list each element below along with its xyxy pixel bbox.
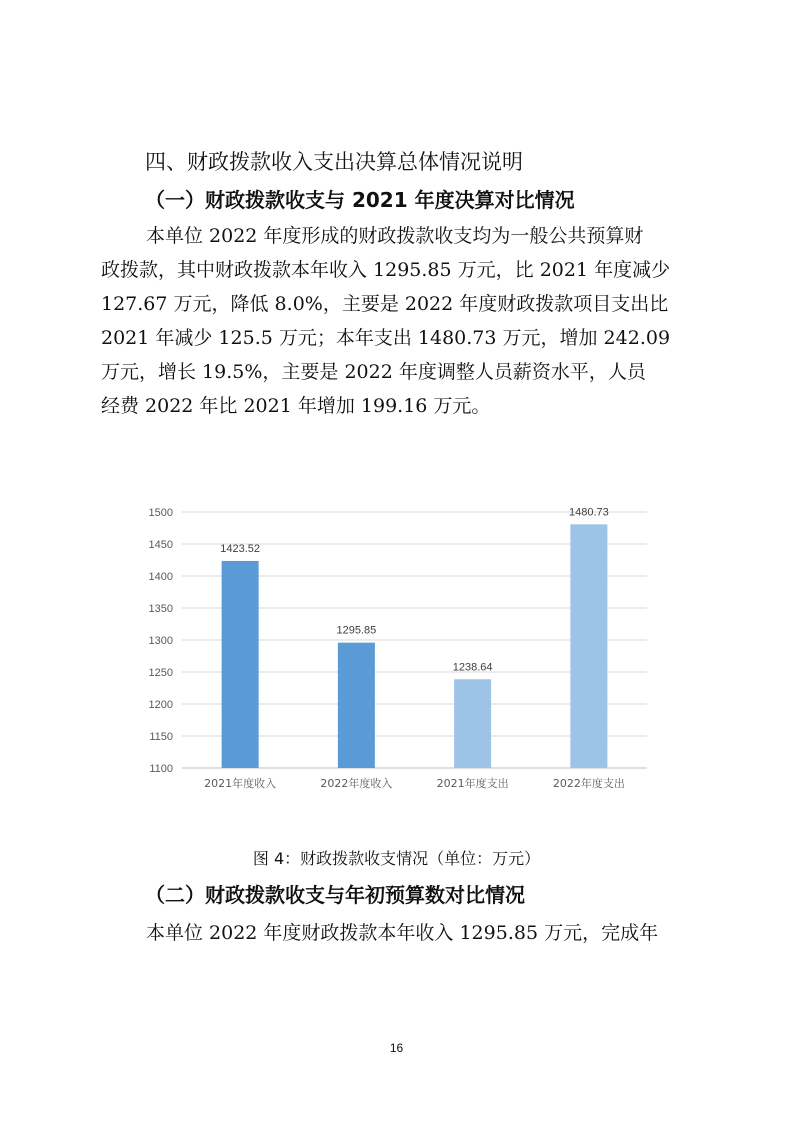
data-label: 1480.73	[568, 506, 609, 519]
bar-chart-svg	[137, 492, 657, 802]
bar-chart	[137, 492, 657, 802]
paragraph-line: 127.67 万元，降低 8.0%，主要是 2022 年度财政拨款项目支出比	[101, 293, 669, 315]
data-label: 1238.64	[452, 661, 493, 674]
y-tick-label: 1100	[149, 763, 173, 775]
paragraph-2	[101, 916, 696, 950]
bar	[570, 524, 607, 768]
paragraph-line: 万元，增长 19.5%，主要是 2022 年度调整人员薪资水平，人员	[101, 361, 646, 383]
y-tick-label: 1200	[148, 699, 173, 711]
x-tick-label: 2022年度支出	[552, 777, 625, 790]
paragraph-line: 经费 2022 年比 2021 年增加 199.16 万元。	[101, 395, 491, 417]
bar	[338, 643, 375, 768]
data-label: 1423.52	[220, 542, 261, 555]
page-number: 16	[389, 1041, 404, 1055]
data-label: 1295.85	[336, 624, 377, 637]
bar	[454, 679, 491, 768]
y-tick-label: 1400	[148, 571, 173, 583]
x-tick-label: 2022年度收入	[320, 777, 393, 790]
bar	[222, 561, 259, 768]
y-tick-label: 1300	[148, 635, 173, 647]
paragraph-line: 政拨款，其中财政拨款本年收入 1295.85 万元，比 2021 年度减少	[101, 259, 671, 281]
paragraph-line: 本单位 2022 年度形成的财政拨款收支均为一般公共预算财	[146, 225, 644, 247]
paragraph-line: 2021 年减少 125.5 万元；本年支出 1480.73 万元，增加 242.09	[101, 327, 671, 349]
figure-caption: 图 4：财政拨款收支情况（单位：万元）	[252, 849, 541, 868]
y-tick-label: 1350	[148, 603, 173, 615]
paragraph-line: 本单位 2022 年度财政拨款本年收入 1295.85 万元，完成年	[146, 922, 659, 944]
y-tick-label: 1450	[148, 539, 173, 551]
y-tick-label: 1250	[148, 667, 173, 679]
paragraph-1	[101, 219, 696, 423]
subsection-title-2: （二）财政拨款收支与年初预算数对比情况	[145, 883, 525, 907]
y-tick-label: 1500	[148, 507, 173, 519]
y-tick-label: 1150	[149, 731, 173, 743]
subsection-title-1: （一）财政拨款收支与 2021 年度决算对比情况	[145, 188, 575, 212]
section-title: 四、财政拨款收入支出决算总体情况说明	[145, 150, 523, 174]
x-tick-label: 2021年度收入	[204, 777, 277, 790]
x-tick-label: 2021年度支出	[436, 777, 509, 790]
